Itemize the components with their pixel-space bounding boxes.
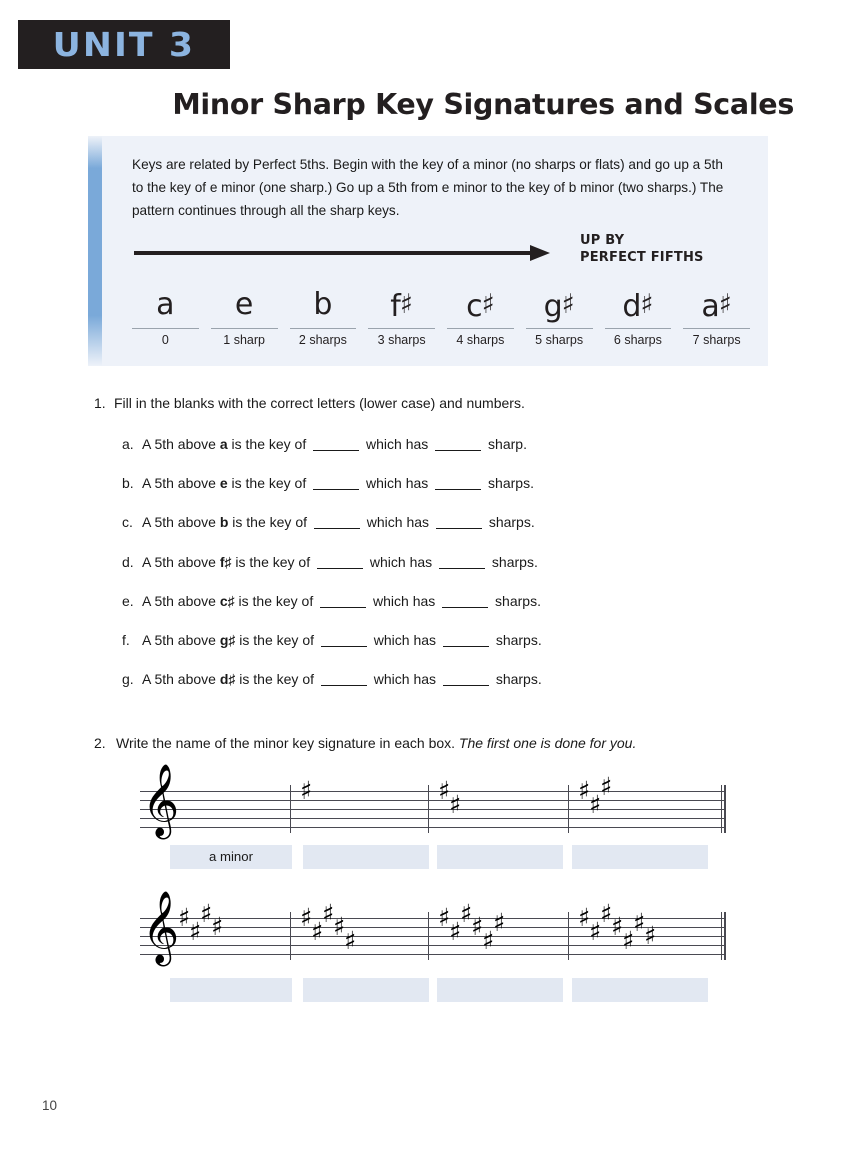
sharp-icon: ♯	[640, 289, 654, 320]
key-name: a	[156, 287, 175, 322]
item-letter: c.	[122, 514, 133, 531]
key-sharp-count: 2 sharps	[298, 333, 347, 347]
staff-1	[140, 763, 726, 836]
key-signature-sharp: ♯	[449, 789, 462, 819]
answer-blank-key[interactable]	[313, 450, 359, 451]
key-sharp-count: 7 sharps	[692, 333, 741, 347]
answer-blank-count[interactable]	[435, 450, 481, 451]
key-signature-sharp: ♯	[589, 789, 602, 819]
key-name: c♯	[466, 289, 495, 324]
key-name-answer-box[interactable]: a minor	[170, 845, 292, 869]
page-title: Minor Sharp Key Signatures and Scales	[172, 88, 794, 121]
key-signature-sharp: ♯	[344, 925, 357, 955]
up-by-fifths-arrow	[134, 244, 564, 264]
info-box-paragraph: Keys are related by Perfect 5ths. Begin with the key of a minor (no sharps or flats) and go up a 5th to the key of e minor (one sharp.) Go up a 5th from e minor to the key of b minor (two sharps.) The pattern continues through all the sharp keys.	[132, 157, 724, 218]
staff-system-1	[140, 763, 726, 836]
item-letter: e.	[122, 592, 134, 609]
treble-clef-icon: 𝄞	[142, 890, 180, 963]
item-note-name: a	[219, 436, 228, 452]
exercise-1-item: e. A 5th above c♯ is the key of which has sharps.	[122, 592, 541, 609]
final-barline	[721, 785, 722, 833]
answer-blank-count[interactable]	[436, 528, 482, 529]
item-letter: f.	[122, 631, 130, 648]
answer-blank-key[interactable]	[313, 489, 359, 490]
key-signature-sharp: ♯	[589, 916, 602, 946]
final-barline-thick	[724, 785, 726, 833]
key-column-7	[677, 286, 756, 351]
key-signature-sharp: ♯	[644, 921, 657, 950]
exercise-1-item: b. A 5th above e is the key of which has sharps.	[122, 475, 534, 492]
key-signature-sharp: ♯	[600, 898, 613, 928]
answer-blank-count[interactable]	[443, 685, 489, 686]
staff-line	[140, 945, 726, 946]
key-signature-sharp: ♯	[578, 903, 591, 932]
item-note-name: c♯	[219, 592, 235, 609]
key-signature-sharp: ♯	[189, 916, 202, 946]
key-signature-sharp: ♯	[200, 898, 213, 928]
key-name: e	[234, 287, 254, 322]
key-signature-sharp: ♯	[471, 912, 484, 941]
key-signature-sharp: ♯	[300, 903, 313, 932]
key-signature-sharp: ♯	[449, 916, 462, 946]
key-column-4	[441, 286, 520, 351]
key-column-0	[126, 286, 205, 351]
exercise-2-instruction-wrap	[116, 735, 636, 751]
key-sharp-count: 0	[161, 333, 169, 347]
key-sharp-count: 3 sharps	[377, 333, 426, 347]
key-signature-sharp: ♯	[633, 907, 646, 937]
unit-banner	[18, 20, 230, 69]
key-column-1	[205, 286, 284, 351]
exercise-2-number: 2.	[94, 735, 106, 751]
staff-system-2	[140, 890, 726, 963]
barline	[428, 785, 429, 833]
circle-of-fifths-table	[126, 286, 756, 351]
answer-blank-key[interactable]	[314, 528, 360, 529]
info-box-accent-bar	[88, 136, 102, 366]
key-name-answer-box[interactable]	[303, 845, 429, 869]
key-signature-sharp: ♯	[622, 925, 635, 955]
item-letter: b.	[122, 475, 134, 492]
answer-blank-count[interactable]	[439, 568, 485, 569]
exercise-2-instruction-italic: The first one is done for you.	[458, 735, 637, 751]
key-column-5	[520, 286, 599, 351]
key-name: b	[313, 287, 333, 322]
item-note-name: d♯	[219, 671, 236, 688]
staff-line	[140, 791, 726, 792]
arrow-label-line1: UP BY	[580, 233, 625, 248]
answer-blank-key[interactable]	[321, 685, 367, 686]
sharp-icon: ♯	[481, 289, 495, 320]
key-signature-sharp: ♯	[322, 898, 335, 928]
key-signature-sharp: ♯	[460, 898, 473, 928]
barline	[568, 785, 569, 833]
item-note-name: g♯	[219, 631, 236, 648]
answer-row-2	[170, 978, 710, 1002]
answer-blank-key[interactable]	[321, 646, 367, 647]
answer-blank-count[interactable]	[435, 489, 481, 490]
key-name: g♯	[543, 289, 575, 324]
key-signature-sharp: ♯	[300, 776, 313, 805]
exercise-1-item: a. A 5th above a is the key of which has sharp.	[122, 436, 527, 452]
key-name: a♯	[701, 289, 732, 324]
final-barline-thick	[724, 912, 726, 960]
barline	[428, 912, 429, 960]
key-signature-sharp: ♯	[611, 912, 624, 941]
arrow-label	[580, 232, 704, 266]
staff-line	[140, 954, 726, 955]
item-note-name: e	[219, 475, 228, 492]
staff-line	[140, 818, 726, 819]
key-signature-sharp: ♯	[600, 771, 613, 801]
item-letter: g.	[122, 671, 134, 688]
unit-banner-label: UNIT 3	[52, 25, 196, 64]
exercise-1-item: g. A 5th above d♯ is the key of which has sharps.	[122, 671, 542, 688]
key-signature-sharp: ♯	[178, 903, 191, 932]
staff-line	[140, 800, 726, 801]
key-signature-sharp: ♯	[578, 776, 591, 805]
key-name-answer-box[interactable]	[170, 978, 292, 1002]
key-name: f♯	[390, 289, 413, 324]
answer-blank-key[interactable]	[320, 607, 366, 608]
key-name-answer-box[interactable]	[437, 845, 563, 869]
item-note-name: b	[219, 514, 229, 531]
item-letter: a.	[122, 436, 134, 452]
arrow-head-icon	[530, 245, 550, 261]
key-sharp-count: 1 sharp	[223, 333, 265, 347]
key-sharp-count: 5 sharps	[535, 333, 584, 347]
exercise-1-item: c. A 5th above b is the key of which has sharps.	[122, 514, 535, 531]
key-signature-sharp: ♯	[438, 903, 451, 932]
key-column-3	[362, 286, 441, 351]
final-barline	[721, 912, 722, 960]
key-name-answer-box[interactable]	[303, 978, 429, 1002]
treble-clef-icon: 𝄞	[142, 763, 180, 836]
key-signature-sharp: ♯	[438, 776, 451, 805]
page-number: 10	[42, 1098, 58, 1113]
key-column-6	[599, 286, 678, 351]
info-box	[88, 136, 768, 366]
key-signature-sharp: ♯	[311, 916, 324, 946]
staff-line	[140, 827, 726, 828]
exercise-1-number: 1.	[94, 395, 106, 411]
barline	[290, 785, 291, 833]
key-sharp-count: 6 sharps	[613, 333, 662, 347]
key-name-answer-box[interactable]	[572, 978, 708, 1002]
key-signature-sharp: ♯	[482, 925, 495, 955]
barline	[568, 912, 569, 960]
key-sharp-count: 4 sharps	[456, 333, 505, 347]
answer-blank-count[interactable]	[443, 646, 489, 647]
key-name: d♯	[622, 289, 654, 324]
sharp-icon: ♯	[561, 289, 575, 320]
key-column-2	[284, 286, 363, 351]
item-letter: d.	[122, 553, 134, 570]
exercise-1-item-list	[122, 434, 742, 708]
exercise-1-instruction: Fill in the blanks with the correct letters (lower case) and numbers.	[114, 395, 525, 411]
staff-2	[140, 890, 726, 963]
key-signature-sharp: ♯	[211, 912, 224, 941]
key-name-answer-box[interactable]	[572, 845, 708, 869]
answer-row-1	[170, 845, 710, 869]
item-note-name: f♯	[219, 553, 232, 570]
key-signature-sharp: ♯	[333, 912, 346, 941]
exercise-1-item: f. A 5th above g♯ is the key of which has sharps.	[122, 631, 542, 648]
arrow-label-line2: PERFECT FIFTHS	[580, 250, 704, 265]
answer-blank-key[interactable]	[317, 568, 363, 569]
sharp-icon: ♯	[399, 289, 413, 320]
sharp-icon: ♯	[718, 289, 732, 320]
key-signature-sharp: ♯	[493, 907, 506, 937]
staff-line	[140, 809, 726, 810]
key-name-answer-box[interactable]	[437, 978, 563, 1002]
exercise-1-item: d. A 5th above f♯ is the key of which has sharps.	[122, 553, 538, 570]
answer-blank-count[interactable]	[442, 607, 488, 608]
exercise-2-instruction: Write the name of the minor key signature in each box.	[116, 735, 456, 751]
arrow-line	[134, 251, 534, 255]
barline	[290, 912, 291, 960]
